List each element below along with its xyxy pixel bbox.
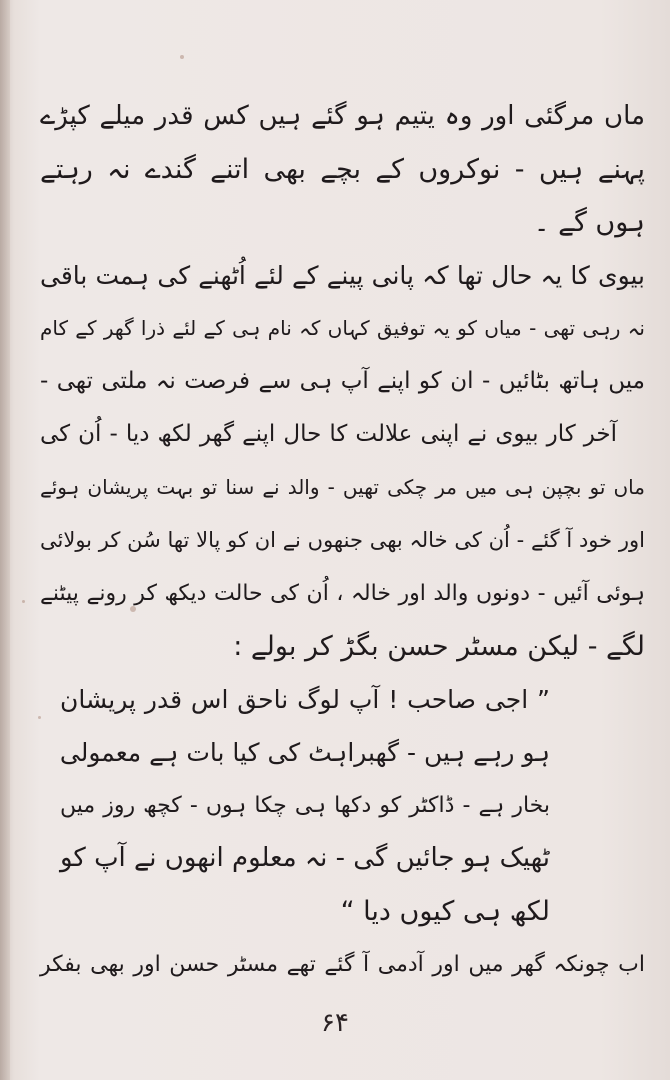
page-number: ۶۴ [321,1008,349,1038]
urdu-text-body [40,90,645,991]
text-line-9: اور خود آ گئے - اُن کی خالہ بھی جنھوں نے ان کو پالا تھا سُن کر بولائی [40,528,645,552]
text-line-6: میں ہاتھ بٹائیں - ان کو اپنے آپ ہی سے فرصت نہ ملتی تھی - [40,368,645,394]
text-line-11: لگے - لیکن مسٹر حسن بگڑ کر بولے : [233,631,645,662]
quote-line-2: ہو رہے ہیں - گھبراہٹ کی کیا بات ہے معمولی [59,738,550,767]
text-line-3: ہوں گے ۔ [533,207,645,238]
text-line-2: پہنے ہیں - نوکروں کے بچے بھی اتنے گندے نہ رہتے [40,154,645,185]
text-line-7: آخر کار بیوی نے اپنی علالت کا حال اپنے گھر لکھ دیا - اُن کی [40,421,617,447]
quote-line-4: ٹھیک ہو جائیں گی - نہ معلوم انھوں نے آپ کو [60,843,550,873]
text-line-10: ہوئی آئیں - دونوں والد اور خالہ ، اُن کی حالت دیکھ کر رونے پیٹنے [40,581,645,606]
paper-speck [22,600,25,603]
text-line-4: بیوی کا یہ حال تھا کہ پانی پینے کے لئے اُٹھنے کی ہمت باقی [40,261,645,290]
text-line-12: اب چونکہ گھر میں اور آدمی آ گئے تھے مسٹر حسن اور بھی بفکر [40,952,645,977]
quote-line-1: ” اجی صاحب ! آپ لوگ ناحق اس قدر پریشان [60,685,550,714]
quote-line-3: بخار ہے - ڈاکٹر کو دکھا ہی چکا ہوں - کچھ روز میں [60,793,550,818]
text-line-1: ماں مرگئی اور وہ یتیم ہو گئے ہیں کس قدر میلے کپڑے [40,101,645,131]
text-line-8: ماں تو بچپن ہی میں مر چکی تھیں - والد نے سنا تو بہت پریشان ہوئے [40,475,645,499]
paper-speck [180,55,184,59]
text-line-5: نہ رہی تھی - میاں کو یہ توفیق کہاں کہ نام ہی کے لئے ذرا گھر کے کام [40,316,645,340]
page-binding-shadow [0,0,10,1080]
quote-line-5: لکھ ہی کیوں دیا “ [340,896,550,927]
